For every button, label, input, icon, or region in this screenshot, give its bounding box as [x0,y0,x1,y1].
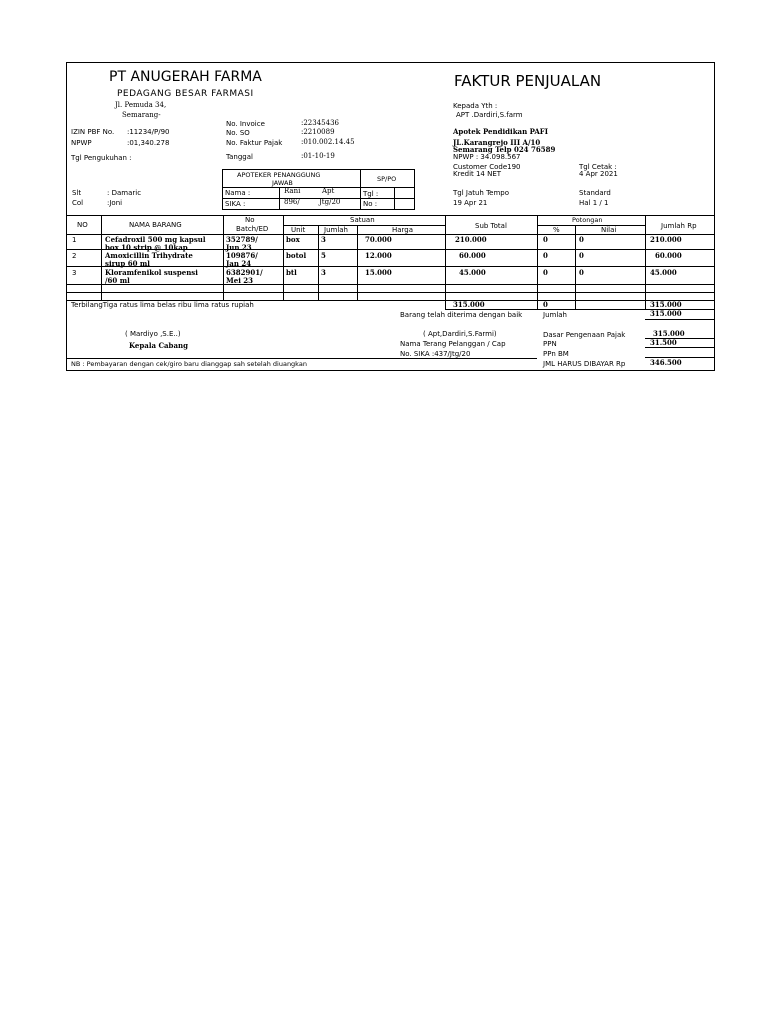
signer-pelanggan-name: ( Apt,Dardiri,S.Farmi) [423,330,497,338]
recipient-name: Apotek Pendidikan PAFI [453,127,549,136]
col-nilai-header: Nilai [601,226,617,234]
sppo-no-label: No : [363,200,378,208]
col-potongan-header: Potongan [572,216,603,224]
col-nama-header: NAMA BARANG [129,221,182,229]
nama-title: Apt [322,187,335,195]
row1-nilai: 0 [579,235,584,244]
tgl-cetak-label: Tgl Cetak : [579,163,617,171]
jumlah-label: Jumlah [543,311,567,319]
diterima-note: Barang telah diterima dengan baik [400,311,523,319]
col-harga-header: Harga [392,226,414,234]
collector-value: :Joni [107,199,123,207]
salesman-label: Slt [72,189,82,197]
row2-batch: 109876/ [226,251,258,260]
npwp-label: NPWP [71,139,92,147]
row1-nama: Cefadroxil 500 mg kapsul [105,235,206,244]
salesman-value: : Damaric [107,189,142,197]
sika-label: SIKA : [225,200,246,208]
row1-nama-2: box 10 strip @ 10kap [105,243,188,252]
ppn-value: 31.500 [650,338,677,347]
sppo-tgl-label: Tgl : [363,190,379,198]
standard-label: Standard [579,189,611,197]
document-title: FAKTUR PENJUALAN [454,72,602,90]
jml-harus-label: JML HARUS DIBAYAR Rp [543,360,626,368]
invoice-number-label: No. Invoice [226,120,265,128]
faktur-pajak-value: :010.002.14.45 [301,138,355,146]
sppo-label: SP/PO [377,175,397,183]
kredit-terms: Kredit 14 NET [453,170,502,178]
izin-label: IZIN PBF No. [71,128,115,136]
kepada-label: Kepada Yth : [453,102,498,110]
row3-harga: 15.000 [365,268,392,277]
row2-batch-ed: Jan 24 [226,259,252,268]
row1-batch-ed: Jun 23 [226,243,252,252]
row3-jumlah: 3 [321,268,326,277]
row2-harga: 12.000 [365,251,392,260]
row1-persen: 0 [543,235,548,244]
recipient-npwp: NPWP : 34.098.567 [453,153,521,161]
company-subtitle: PEDAGANG BESAR FARMASI [117,89,254,99]
row3-total: 45.000 [650,268,677,277]
tgl-cetak-value: 4 Apr 2021 [579,170,618,178]
tanggal-label: Tanggal [226,153,253,161]
sum-potongan: 0 [543,300,548,309]
row2-unit: botol [286,251,307,260]
signer-kepala-role: Kepala Cabang [129,341,188,350]
row3-persen: 0 [543,268,548,277]
apoteker-heading-2: JAWAB [272,179,293,187]
row3-no: 3 [72,269,77,277]
row1-unit: box [286,235,300,244]
row1-subtotal: 210.000 [455,235,487,244]
col-subtotal-header: Sub Total [475,222,507,230]
invoice-document [66,62,715,371]
recipient-apt: APT .Dardiri,S.farm [456,111,523,119]
terbilang-text: TerbilangTiga ratus lima belas ribu lima ratus rupiah [71,301,254,309]
invoice-number-value: :22345436 [301,119,339,127]
row1-total: 210.000 [650,235,682,244]
tanggal-value: :01-10-19 [301,152,335,160]
row3-nama-2: /60 ml [105,276,130,285]
dpp-value: 315.000 [653,329,685,338]
col-jumlahrp-header: Jumlah Rp [661,222,697,230]
recipient-address: JL.Karangrejo III A/10 [453,138,541,147]
sum-total: 315.000 [650,300,682,309]
row2-nama-2: sirup 60 ml [105,259,150,268]
company-address-line1: Jl. Pemuda 34, [115,101,167,109]
izin-value: :11234/P/90 [127,128,170,136]
sika-suffix: Jtg/20 [319,198,341,206]
row1-batch: 352789/ [226,235,258,244]
row3-nilai: 0 [579,268,584,277]
npwp-value: :01,340.278 [127,139,170,147]
row3-batch: 6382901/ [226,268,263,277]
signer-pelanggan-role: Nama Terang Pelanggan / Cap [400,340,506,348]
row3-nama: Kloramfenikol suspensi [105,268,198,277]
col-batch-header: No [245,216,255,224]
row1-no: 1 [72,236,77,244]
signer-kepala-name: ( Mardiyo ,S.E..) [125,330,181,338]
row1-jumlah: 3 [321,235,326,244]
row2-subtotal: 60.000 [459,251,486,260]
jatuh-tempo-value: 19 Apr 21 [453,199,488,207]
customer-code: Customer Code190 [453,163,521,171]
jumlah-value: 315.000 [650,309,682,318]
ppn-label: PPN [543,340,557,348]
nb-note: NB : Pembayaran dengan cek/giro baru dianggap sah setelah diuangkan [71,360,307,368]
jatuh-tempo-label: Tgl Jatuh Tempo [453,189,510,197]
row3-batch-ed: Mei 23 [226,276,254,285]
col-batch-header-2: Batch/ED [236,225,269,233]
so-number-label: No. SO [226,129,250,137]
col-satuan-header: Satuan [350,216,375,224]
so-number-value: :2210089 [301,128,335,136]
col-jumlah-header: Jumlah [324,226,348,234]
nama-label: Nama : [225,189,251,197]
row2-no: 2 [72,252,77,260]
faktur-pajak-label: No. Faktur Pajak [226,139,283,147]
col-no-header: NO [77,221,88,229]
row2-persen: 0 [543,251,548,260]
collector-label: Col [72,199,84,207]
dpp-label: Dasar Pengenaan Pajak [543,331,626,339]
company-address-line2: Semarang- [122,111,161,119]
company-name: PT ANUGERAH FARMA [109,69,262,85]
row2-jumlah: 5 [321,251,326,260]
row2-nilai: 0 [579,251,584,260]
row2-nama: Amoxicillin Trihydrate [105,251,193,260]
nama-value: Rani [284,187,301,195]
tgl-pengukuhan-label: Tgl Pengukuhan : [71,154,132,162]
ppnbm-label: PPn BM [543,350,569,358]
sika-value: 896/ [284,198,300,206]
jml-harus-value: 346.500 [650,358,682,367]
row3-subtotal: 45.000 [459,268,486,277]
col-unit-header: Unit [291,226,306,234]
row2-total: 60.000 [655,251,682,260]
signer-pelanggan-sika: No. SIKA :437/Jtg/20 [400,350,471,358]
row1-harga: 70.000 [365,235,392,244]
col-persen-header: % [553,226,560,234]
sum-subtotal: 315.000 [453,300,485,309]
recipient-city: Semarang Telp 024 76589 [453,145,556,154]
row3-unit: btl [286,268,297,277]
apoteker-heading: APOTEKER PENANGGUNG [237,171,321,179]
page-number: Hal 1 / 1 [579,199,609,207]
